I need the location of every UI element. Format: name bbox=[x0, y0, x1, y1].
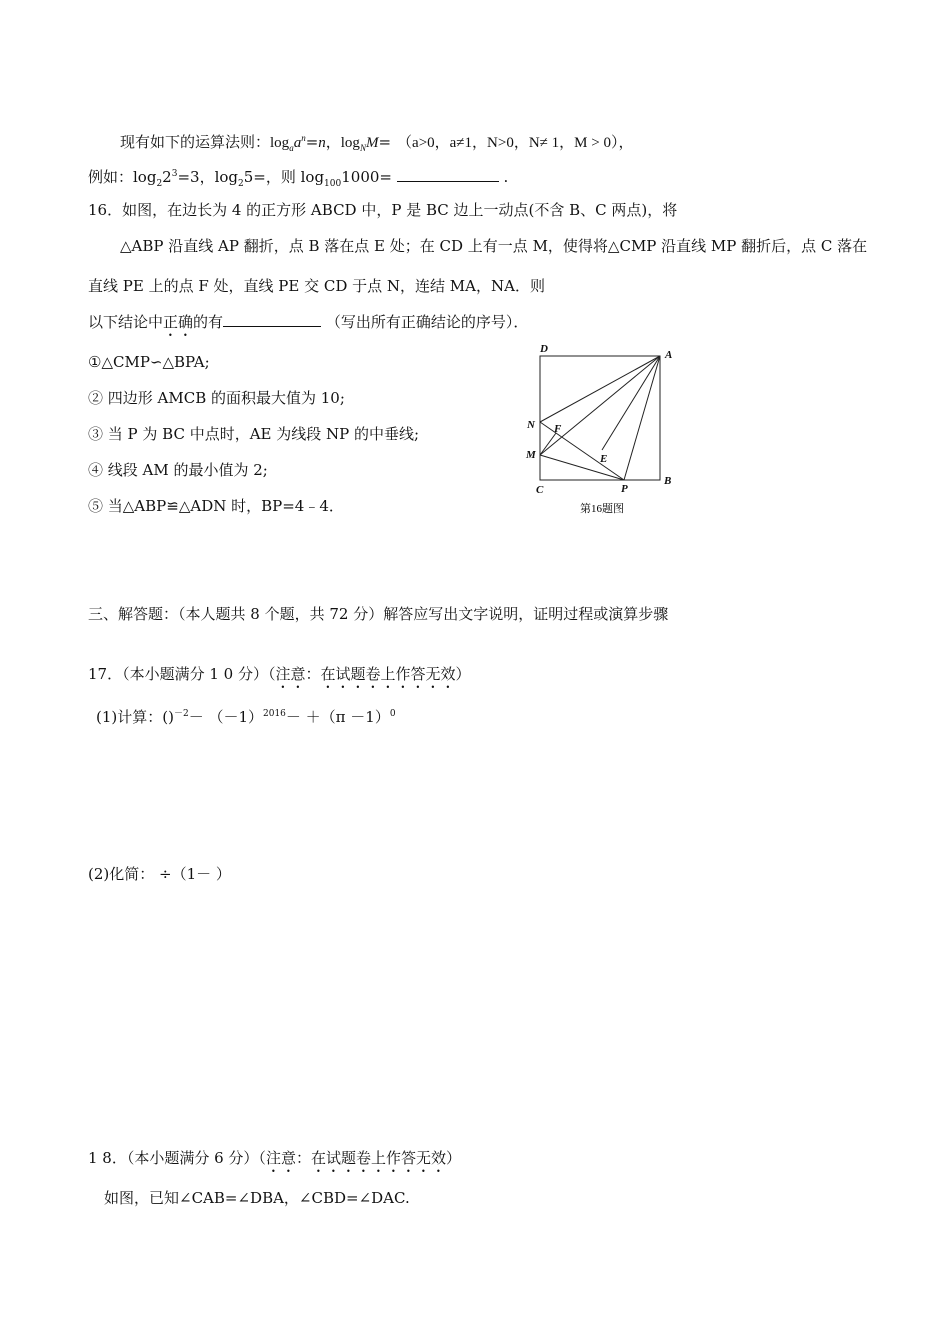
q16-line4-b: 的有 bbox=[193, 313, 224, 331]
q16-option-1: ①△CMP∽△BPA; bbox=[88, 353, 210, 371]
figure-caption: 第16题图 bbox=[580, 503, 624, 515]
rule-conditions: （a>0，a≠1，N>0，N≠ 1，M > 0）， bbox=[397, 135, 634, 151]
rule2-arg: M bbox=[365, 135, 379, 151]
q17-part2: (2)化简： ÷（1－ ） bbox=[88, 865, 231, 883]
label-f: F bbox=[554, 423, 562, 435]
q17-notice: 注意：在试题卷上作答无效 bbox=[275, 665, 456, 683]
rule2-eq: = bbox=[378, 133, 392, 151]
rule1-eq: = bbox=[305, 133, 319, 151]
q18-notice: 注意：在试题卷上作答无效 bbox=[265, 1149, 446, 1167]
segment-np bbox=[540, 422, 624, 480]
segment-mp bbox=[540, 455, 624, 480]
rule1-arg: a bbox=[293, 135, 302, 151]
rule1-exp: n bbox=[301, 133, 306, 143]
label-a: A bbox=[665, 349, 673, 361]
label-p: P bbox=[621, 483, 628, 495]
segment-an bbox=[540, 356, 660, 422]
label-d: D bbox=[540, 343, 548, 355]
q16-option-3: ③ 当 P 为 BC 中点时，AE 为线段 NP 的中垂线; bbox=[88, 425, 420, 443]
rule1-val: n bbox=[318, 135, 326, 151]
example-prefix: 例如：log bbox=[88, 168, 157, 186]
q17-p1-exp1: －2 bbox=[173, 709, 189, 719]
q17-head: 17．（本小题满分 1 0 分）（ bbox=[88, 665, 276, 683]
example-end: . bbox=[498, 168, 509, 186]
rule2-log: ，log bbox=[325, 135, 360, 151]
q18-head: 1 8．（本小题满分 6 分）（ bbox=[88, 1149, 266, 1167]
log-rule-line bbox=[120, 128, 633, 158]
q17-part1 bbox=[96, 704, 396, 727]
q17-p1-a: (1)计算：() bbox=[96, 708, 174, 726]
q16-figure bbox=[520, 340, 690, 520]
ex3-val: 1000= bbox=[341, 168, 397, 186]
rule1-log: log bbox=[270, 135, 290, 151]
q16-option-2: ② 四边形 AMCB 的面积最大值为 10; bbox=[88, 389, 345, 407]
q16-line4-a: 以下结论中 bbox=[88, 313, 164, 331]
q16-option-4: ④ 线段 AM 的最小值为 2; bbox=[88, 461, 268, 479]
segment-ae bbox=[602, 356, 660, 450]
label-m: M bbox=[526, 449, 536, 461]
rule2-base: N bbox=[359, 143, 366, 153]
label-e: E bbox=[600, 453, 608, 465]
ex1-arg: 2 bbox=[162, 168, 172, 186]
q17-p1-exp2: 2016 bbox=[263, 709, 286, 719]
ex2-val: 5=，则 log bbox=[243, 168, 325, 186]
label-b: B bbox=[664, 475, 672, 487]
q16-line2: △ABP 沿直线 AP 翻折，点 B 落在点 E 处；在 CD 上有一点 M，使得将△CMP 沿直线 MP 翻折后，点 C 落在 bbox=[120, 237, 868, 255]
q16-emphasis: 正确 bbox=[163, 313, 194, 331]
q16-line1: 16．如图，在边长为 4 的正方形 ABCD 中，P 是 BC 边上一动点(不含 B、C 两点)，将 bbox=[88, 201, 678, 219]
q16-line4 bbox=[88, 312, 528, 340]
q18-line: 如图，已知∠CAB=∠DBA，∠CBD=∠DAC. bbox=[104, 1189, 410, 1207]
q17-heading bbox=[88, 664, 471, 692]
q16-line4-c: （写出所有正确结论的序号）． bbox=[321, 313, 529, 331]
segment-ap bbox=[624, 356, 660, 480]
q17-p1-exp3: 0 bbox=[389, 709, 396, 719]
rule1-base: a bbox=[289, 143, 294, 153]
q16-answer-blank[interactable] bbox=[223, 312, 321, 327]
q17-p1-c: － ＋（π －1） bbox=[285, 708, 390, 726]
ex3-base: 100 bbox=[324, 179, 342, 189]
ex2-base: 2 bbox=[238, 179, 244, 189]
ex1-base: 2 bbox=[156, 179, 163, 189]
section-3-heading: 三、解答题：（本人题共 8 个题，共 72 分）解答应写出文字说明，证明过程或演算步骤 bbox=[88, 605, 669, 623]
rule-prefix: 现有如下的运算法则： bbox=[120, 133, 271, 151]
label-c: C bbox=[536, 484, 544, 496]
answer-blank[interactable] bbox=[397, 167, 499, 182]
ex1-exp: 3 bbox=[171, 169, 178, 179]
q16-option-5: ⑤ 当△ABP≌△ADN 时，BP=4﹣4． bbox=[88, 497, 344, 515]
ex1-val: =3，log bbox=[177, 168, 238, 186]
q16-line3: 直线 PE 上的点 F 处，直线 PE 交 CD 于点 N，连结 MA，NA．则 bbox=[88, 277, 545, 295]
q17-p1-b: － （－1） bbox=[188, 708, 263, 726]
q18-head-end: ） bbox=[445, 1149, 461, 1167]
q17-head-end: ） bbox=[455, 665, 471, 683]
example-line bbox=[88, 164, 508, 194]
label-n: N bbox=[527, 419, 535, 431]
segment-am bbox=[540, 356, 660, 455]
q18-heading bbox=[88, 1148, 461, 1176]
